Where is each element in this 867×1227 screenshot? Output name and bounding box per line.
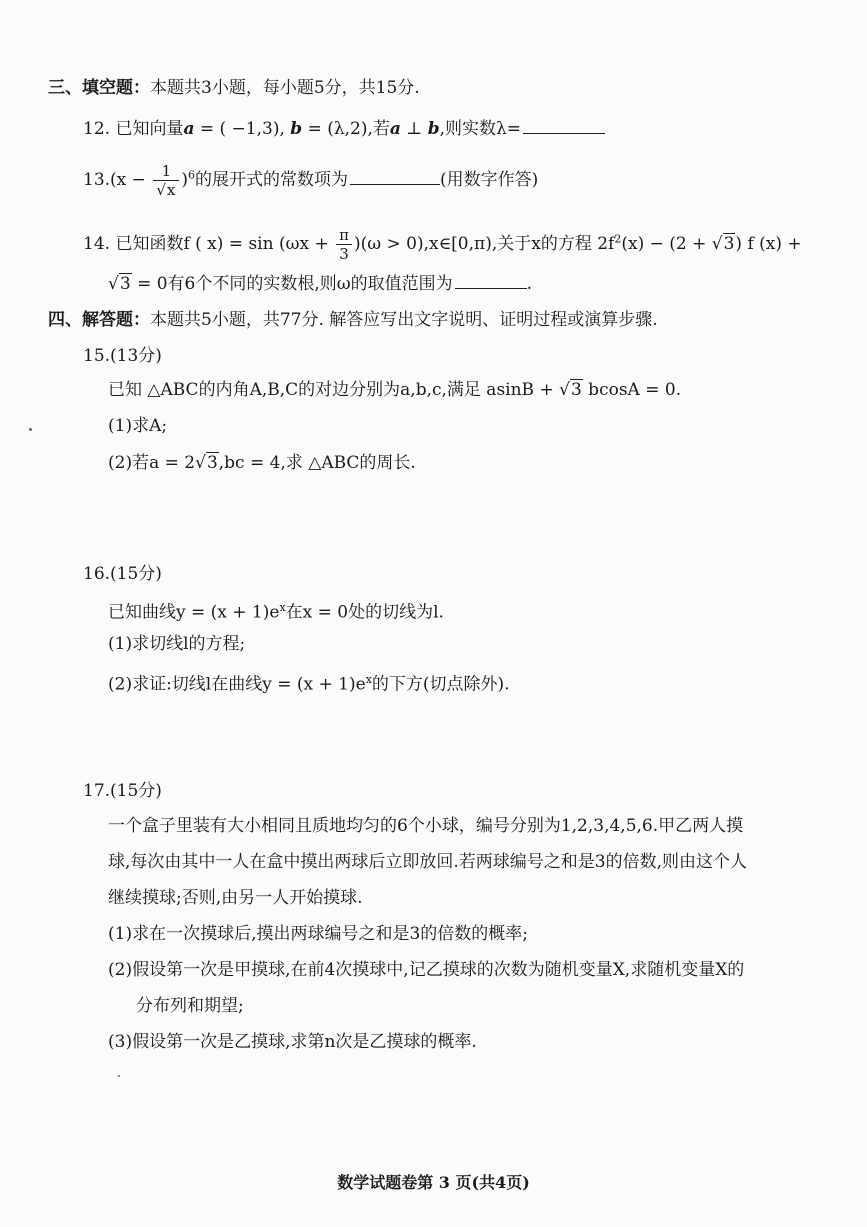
question-16-part2	[108, 668, 510, 697]
question-15-part1: (1)求A;	[108, 416, 168, 436]
q12-perp: ⊥	[400, 119, 428, 139]
q12-vec-a: a	[183, 119, 195, 139]
q14-part3: (x) − (2 +	[621, 234, 712, 254]
q14-part4: ) f (x) +	[735, 234, 802, 254]
q13-fraction	[153, 162, 179, 199]
q14-square: 2	[614, 232, 622, 246]
q14-answer-blank[interactable]	[455, 272, 527, 289]
q16-p2a: (2)求证:切线l在曲线y = (x + 1)e	[108, 674, 366, 695]
q12-answer-blank[interactable]	[523, 117, 605, 134]
q13-power: 6	[188, 168, 195, 182]
q13-answer-blank[interactable]	[350, 168, 440, 185]
q13-note: (用数字作答)	[440, 170, 539, 190]
q15-stem-rad: 3	[570, 380, 582, 400]
question-15-stem: 已知 △ABC的内角A,B,C的对边分别为a,b,c,满足 asinB + √3 bcosA = 0.	[108, 380, 682, 400]
question-15-part2: (2)若a = 2√3,bc = 4,求 △ABC的周长.	[108, 453, 416, 473]
q16-stem2: 在x = 0处的切线为l.	[285, 602, 444, 623]
question-14-line2: √3 = 0有6个不同的实数根,则ω的取值范围为 .	[108, 274, 533, 294]
question-14: 14. 已知函数f ( x) = sin (ωx + $\frac{\pi}{3}$ )(ω > 0),x∈[0,π),关于x的方程 $2f^2(x) - (2 + √3)$ f (x) +	[83, 226, 802, 263]
q12-cond-b: b	[427, 119, 440, 139]
q15-p2b: ,bc = 4,求 △ABC的周长.	[218, 453, 416, 473]
q12-cond-a: a	[389, 119, 401, 139]
section-3-heading: 三、填空题：本题共3小题，每小题5分，共15分.	[48, 78, 420, 98]
q14-line2-rad: 3	[119, 274, 131, 294]
question-16-stem	[108, 596, 444, 625]
q13-frac-num: 1	[153, 162, 179, 181]
question-17-part2-line1: (2)假设第一次是甲摸球,在前4次摸球中,记乙摸球的次数为随机变量X,求随机变量X的	[108, 960, 745, 980]
q12-eq-b: = (λ,2),若	[302, 119, 390, 139]
q14-line2: = 0有6个不同的实数根,则ω的取值范围为	[131, 274, 453, 294]
question-15-header: 15.(13分)	[83, 346, 162, 366]
question-17-stem-line3: 继续摸球;否则,由另一人开始摸球.	[108, 888, 363, 908]
q15-stem1: 已知 △ABC的内角A,B,C的对边分别为a,b,c,满足 asinB +	[108, 380, 560, 400]
scan-speck	[29, 428, 32, 431]
question-16-part1: (1)求切线l的方程;	[108, 634, 246, 654]
q14-fraction	[336, 226, 352, 263]
q13-frac-rad: x	[166, 181, 176, 199]
question-17-part3: (3)假设第一次是乙摸球,求第n次是乙摸球的概率.	[108, 1032, 477, 1052]
q13-close: )	[181, 170, 188, 190]
question-16-header: 16.(15分)	[83, 564, 162, 584]
question-17-stem-line1: 一个盒子里装有大小相同且质地均匀的6个小球，编号分别为1,2,3,4,5,6.甲乙两人摸	[108, 816, 744, 836]
q15-p2a: (2)若a = 2	[108, 453, 196, 473]
q15-stem2: bcosA = 0.	[582, 380, 682, 400]
q14-rad: 3	[723, 234, 735, 254]
question-12	[83, 117, 605, 141]
q16-p2-sup: x	[365, 673, 372, 686]
q13-text: 的展开式的常数项为	[195, 170, 348, 190]
q12-text: 已知向量	[115, 119, 184, 139]
q16-p2b: 的下方(切点除外).	[371, 674, 510, 695]
question-17-header: 17.(15分)	[83, 781, 162, 801]
q14-part1: 已知函数f ( x) = sin (ωx +	[115, 234, 335, 254]
section-3-title: 三、填空题	[48, 78, 133, 98]
q14-frac-pi: π	[336, 226, 352, 245]
section-4-desc: 本题共5小题，共77分. 解答应写出文字说明、证明过程或演算步骤.	[150, 310, 658, 330]
q14-frac-three: 3	[339, 245, 349, 263]
question-17-part1: (1)求在一次摸球后,摸出两球编号之和是3的倍数的概率;	[108, 924, 529, 944]
q15-p2-rad: 3	[206, 453, 218, 473]
q12-number: 12.	[83, 119, 111, 139]
question-17-part2-line2: 分布列和期望;	[136, 996, 244, 1016]
q14-part2: )(ω > 0),x∈[0,π),关于x的方程 2f	[353, 234, 615, 254]
section-3-desc: 本题共3小题，每小题5分，共15分.	[150, 78, 420, 98]
q12-eq-a: = ( −1,3),	[194, 119, 291, 139]
question-13	[83, 162, 538, 199]
q12-tail: ,则实数λ=	[439, 119, 522, 139]
question-17-stem-line2: 球,每次由其中一人在盒中摸出两球后立即放回.若两球编号之和是3的倍数,则由这个人	[108, 852, 748, 872]
q13-open: (x −	[110, 170, 152, 190]
q12-vec-b: b	[290, 119, 303, 139]
q16-stem: 已知曲线y = (x + 1)e	[108, 602, 280, 623]
section-4-title: 四、解答题	[48, 310, 133, 330]
q13-frac-den: √x	[156, 181, 176, 199]
scan-speck	[118, 1075, 120, 1077]
page-footer: 数学试题卷第 3 页(共4页)	[337, 1173, 530, 1192]
q13-number: 13.	[83, 170, 111, 190]
q14-number: 14.	[83, 234, 111, 254]
section-4-heading: 四、解答题：本题共5小题，共77分. 解答应写出文字说明、证明过程或演算步骤.	[48, 310, 658, 330]
q16-stem-sup: x	[279, 601, 286, 614]
